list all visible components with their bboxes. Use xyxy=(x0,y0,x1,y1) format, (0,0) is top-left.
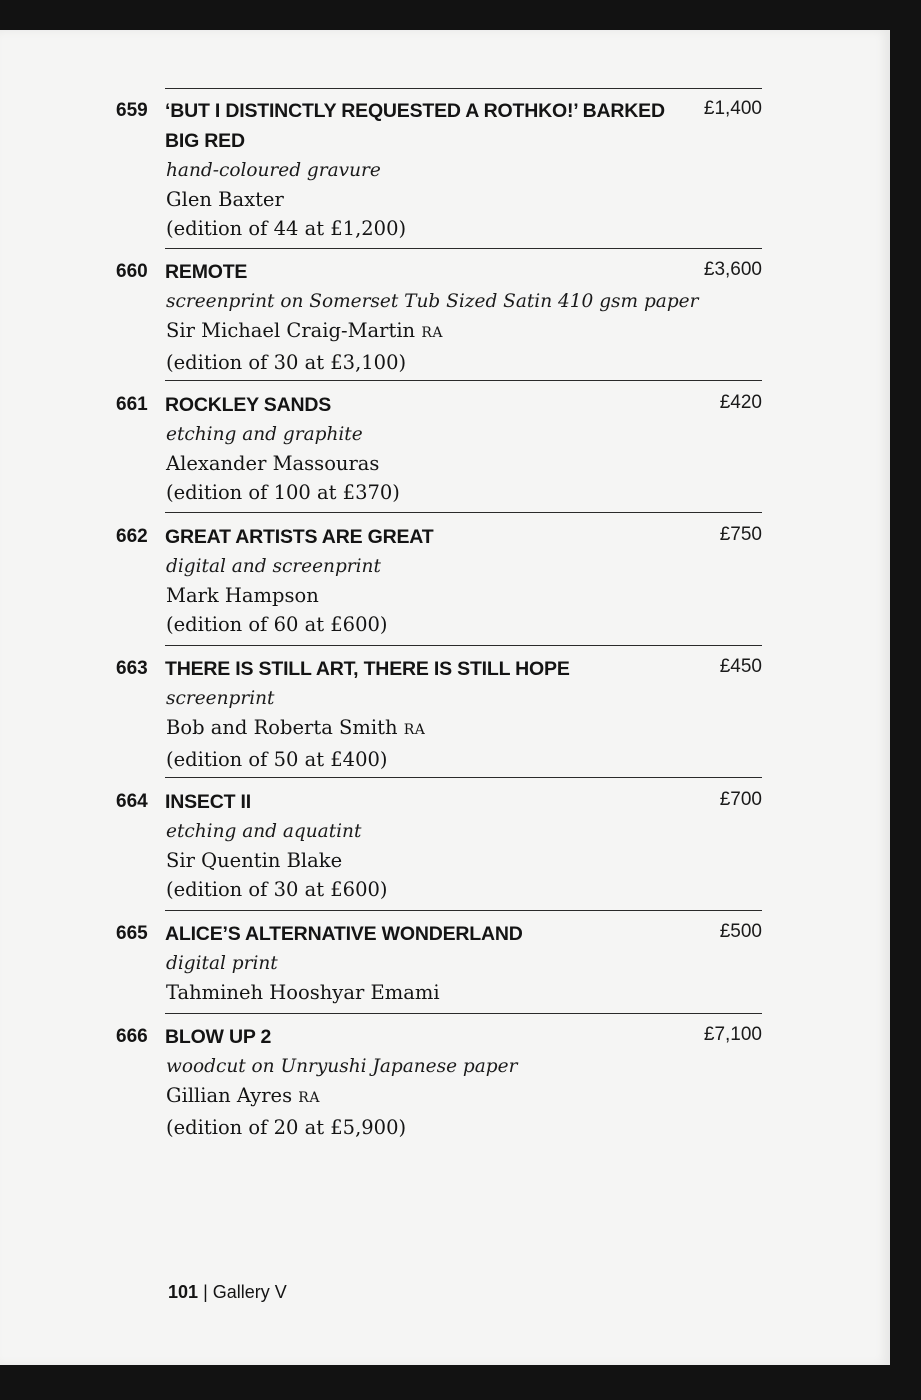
entry-number: 660 xyxy=(116,261,148,282)
entry-number: 665 xyxy=(116,923,148,944)
catalogue-entry xyxy=(116,522,762,639)
entry-edition: (edition of 30 at £600) xyxy=(166,878,388,901)
entry-artist: Gillian Ayres RA xyxy=(166,1084,320,1107)
catalogue-entry xyxy=(116,96,762,243)
entry-number: 664 xyxy=(116,791,148,812)
catalogue-entry xyxy=(116,919,762,1007)
footer-separator: | xyxy=(203,1282,208,1302)
entry-medium: etching and aquatint xyxy=(166,821,362,842)
entry-title: BLOW UP 2 xyxy=(165,1026,272,1048)
entry-artist: Bob and Roberta Smith RA xyxy=(166,716,426,739)
page-footer xyxy=(168,1282,287,1303)
ra-suffix: RA xyxy=(298,1090,320,1106)
catalogue-entry xyxy=(116,787,762,904)
entry-price: £750 xyxy=(719,524,762,545)
ra-suffix: RA xyxy=(403,722,426,738)
entry-title: REMOTE xyxy=(165,261,248,283)
entry-price: £450 xyxy=(719,656,762,677)
entry-title: ROCKLEY SANDS xyxy=(165,394,332,416)
entry-edition: (edition of 44 at £1,200) xyxy=(166,217,407,240)
divider xyxy=(165,512,762,513)
entry-price: £7,100 xyxy=(703,1024,762,1045)
entry-title: ALICE’S ALTERNATIVE WONDERLAND xyxy=(165,923,523,945)
entry-number: 659 xyxy=(116,100,148,121)
entry-price: £500 xyxy=(719,921,762,942)
entry-price: £1,400 xyxy=(703,98,762,119)
entry-price: £3,600 xyxy=(703,259,762,280)
entry-edition: (edition of 30 at £3,100) xyxy=(166,351,407,374)
entry-title: GREAT ARTISTS ARE GREAT xyxy=(165,526,434,548)
catalogue-entry xyxy=(116,654,762,774)
divider xyxy=(165,645,762,646)
entry-artist: Tahmineh Hooshyar Emami xyxy=(166,981,440,1004)
entry-price: £700 xyxy=(719,789,762,810)
entry-title: THERE IS STILL ART, THERE IS STILL HOPE xyxy=(165,658,570,680)
entry-number: 663 xyxy=(116,658,148,679)
entry-title: ‘BUT I DISTINCTLY REQUESTED A ROTHKO!’ BARKED BIG RED xyxy=(165,100,665,152)
entry-medium: screenprint xyxy=(166,688,275,709)
entry-artist: Sir Quentin Blake xyxy=(166,849,343,872)
catalogue-entry xyxy=(116,257,762,377)
entry-artist: Alexander Massouras xyxy=(166,452,380,475)
entry-number: 661 xyxy=(116,394,148,415)
entry-medium: digital print xyxy=(166,953,278,974)
page-number: 101 xyxy=(168,1282,199,1302)
entry-number: 662 xyxy=(116,526,148,547)
ra-suffix: RA xyxy=(421,325,443,341)
divider xyxy=(165,1013,762,1014)
entry-medium: screenprint on Somerset Tub Sized Satin 410 gsm paper xyxy=(166,291,699,312)
divider xyxy=(165,910,762,911)
catalogue-entry xyxy=(116,390,762,507)
divider xyxy=(165,777,762,778)
entry-edition: (edition of 100 at £370) xyxy=(166,481,400,504)
entry-number: 666 xyxy=(116,1026,148,1047)
section-name: Gallery V xyxy=(212,1282,287,1302)
entry-edition: (edition of 60 at £600) xyxy=(166,613,388,636)
divider xyxy=(165,88,762,89)
divider xyxy=(165,248,762,249)
entry-artist: Sir Michael Craig-Martin RA xyxy=(166,319,443,342)
entry-edition: (edition of 50 at £400) xyxy=(166,748,388,771)
entry-title: INSECT II xyxy=(165,791,251,813)
entry-medium: hand-coloured gravure xyxy=(166,160,381,181)
entry-medium: woodcut on Unryushi Japanese paper xyxy=(166,1056,518,1077)
catalogue-entry xyxy=(116,1022,762,1142)
entry-price: £420 xyxy=(719,392,762,413)
entry-artist: Mark Hampson xyxy=(166,584,319,607)
entry-edition: (edition of 20 at £5,900) xyxy=(166,1116,407,1139)
entry-artist: Glen Baxter xyxy=(166,188,284,211)
divider xyxy=(165,380,762,381)
entry-medium: digital and screenprint xyxy=(166,556,381,577)
entry-medium: etching and graphite xyxy=(166,424,363,445)
